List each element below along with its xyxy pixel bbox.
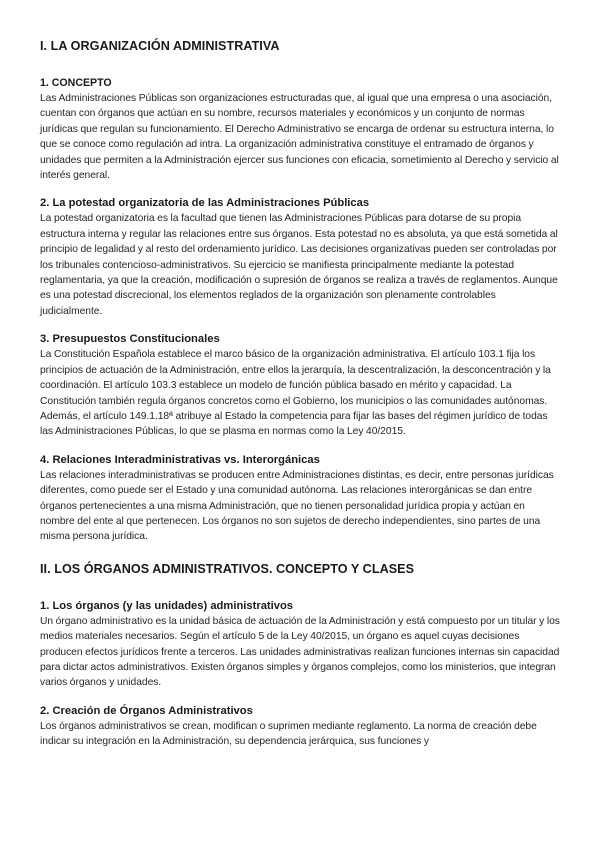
- part-title: I. LA ORGANIZACIÓN ADMINISTRATIVA: [40, 39, 280, 53]
- section-paragraph: Las Administraciones Públicas son organizaciones estructuradas que, al igual que una empresa o una asociación, cuentan con órganos que actúan en su nombre, recursos materiales y económicos y un conjunto de normas jurídicas que regulan su funcionamiento. El Derecho Administrativo se encarga de ordenar su estructura interna, lo que se conoce como regulación ad intra. La organización administrativa constituye el entramado de órganos y unidades que permiten a la Administración ejercer sus funciones con eficacia, sometimiento al Derecho y servicio al interés general.: [40, 93, 559, 182]
- section-title: 4. Relaciones Interadministrativas vs. Interorgánicas: [40, 453, 320, 466]
- section-paragraph: Los órganos administrativos se crean, modifican o suprimen mediante reglamento. La norma de creación debe indicar su integración en la Administración, su dependencia jerárquica, sus funciones y: [40, 720, 537, 748]
- section-title: 2. Creación de Órganos Administrativos: [40, 704, 253, 717]
- section-title: 1. CONCEPTO: [40, 77, 112, 89]
- section-paragraph: Las relaciones interadministrativas se producen entre Administraciones distintas, es decir, entre personas jurídicas diferentes, como puede ser el Estado y una comunidad autónoma. Las relaciones interorgánicas se dan entre órganos pertenecientes a una misma Administración, que no tienen personalidad jurídica propia y actúan en nombre del ente al que pertenecen. Los órganos no son sujetos de derecho independientes, sino partes de una misma persona jurídica.: [40, 469, 554, 543]
- section-paragraph: Un órgano administrativo es la unidad básica de actuación de la Administración y está compuesto por un titular y los medios materiales necesarios. Según el artículo 5 de la Ley 40/2015, un órgano es aquel cuyas decisiones producen efectos jurídicos frente a terceros. Las unidades administrativas realizan funciones internas sin capacidad para dictar actos administrativos. Existen órganos simples y órganos complejos, como los ministerios, que integran varios órganos y unidades.: [40, 615, 560, 689]
- section-paragraph: La Constitución Española establece el marco básico de la organización administrativa. El artículo 103.1 fija los principios de actuación de la Administración, entre ellos la jerarquía, la descentralización, la desconcentración y la coordinación. El artículo 103.3 establece un modelo de función pública basado en mérito y capacidad. La Constitución también regula órganos concretos como el Gobierno, los municipios o las comunidades autónomas. Además, el artículo 149.1.18ª atribuye al Estado la competencia para fijar las bases del régimen jurídico de todas las Administraciones Públicas, lo que se plasma en normas como la Ley 40/2015.: [40, 349, 551, 438]
- section-paragraph: La potestad organizatoria es la facultad que tienen las Administraciones Públicas para dotarse de su propia estructura interna y regular las relaciones entre sus órganos. Esta potestad no es absoluta, ya que está sometida al principio de legalidad y al resto del ordenamiento jurídico. Las decisiones organizativas pueden ser controladas por los tribunales contencioso-administrativos. Su ejercicio se manifiesta principalmente mediante la potestad reglamentaria, ya que la creación, modificación o supresión de órganos se realiza a través de reglamentos. Aunque es una potestad discrecional, los elementos reglados de la organización son plenamente controlables judicialmente.: [40, 213, 558, 317]
- document-page: [40, 38, 560, 750]
- part-title: II. LOS ÓRGANOS ADMINISTRATIVOS. CONCEPTO Y CLASES: [40, 561, 415, 576]
- section-title: 1. Los órganos (y las unidades) administrativos: [40, 599, 294, 612]
- section-title: 2. La potestad organizatoria de las Administraciones Públicas: [40, 197, 370, 210]
- section-title: 3. Presupuestos Constitucionales: [40, 333, 220, 346]
